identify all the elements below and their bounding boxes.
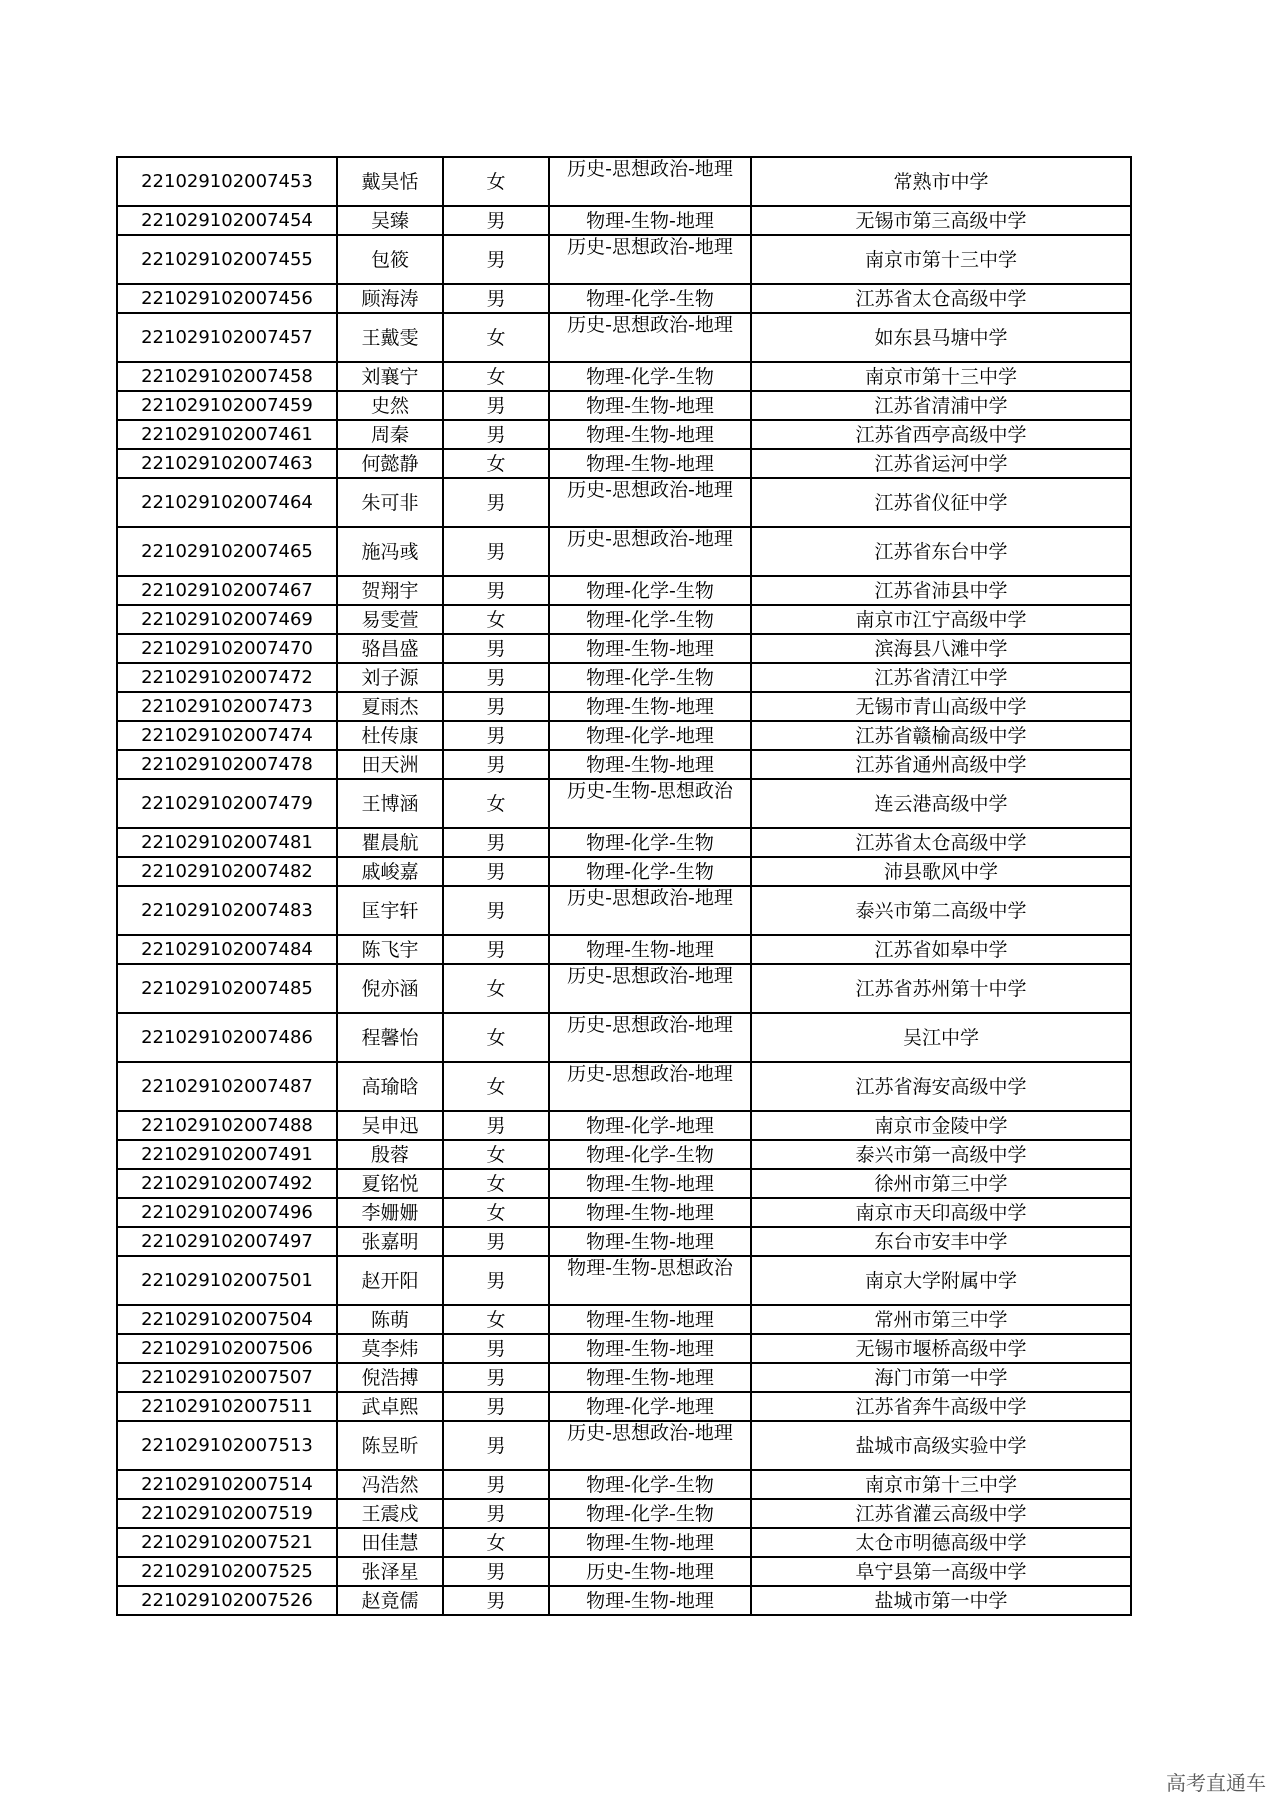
table-row xyxy=(117,1499,1131,1528)
student-name: 戴昊恬 xyxy=(337,157,443,206)
school-name: 江苏省太仓高级中学 xyxy=(751,828,1131,857)
subject-combination: 物理-化学-生物 xyxy=(549,576,751,605)
subject-combination: 物理-化学-生物 xyxy=(549,605,751,634)
student-id: 221029102007472 xyxy=(117,663,337,692)
gender: 女 xyxy=(443,605,549,634)
school-name: 如东县马塘中学 xyxy=(751,313,1131,362)
school-name: 盐城市第一中学 xyxy=(751,1586,1131,1615)
gender: 男 xyxy=(443,1227,549,1256)
school-name: 无锡市堰桥高级中学 xyxy=(751,1334,1131,1363)
subject-combination: 物理-生物-地理 xyxy=(549,1169,751,1198)
school-name: 徐州市第三中学 xyxy=(751,1169,1131,1198)
gender: 女 xyxy=(443,362,549,391)
school-name: 江苏省东台中学 xyxy=(751,527,1131,576)
student-name: 吴申迅 xyxy=(337,1111,443,1140)
roster-body xyxy=(117,157,1131,1615)
student-name: 骆昌盛 xyxy=(337,634,443,663)
student-id: 221029102007526 xyxy=(117,1586,337,1615)
watermark: 高考直通车 xyxy=(1166,1771,1266,1795)
gender: 男 xyxy=(443,935,549,964)
student-name: 周秦 xyxy=(337,420,443,449)
student-id: 221029102007488 xyxy=(117,1111,337,1140)
gender: 女 xyxy=(443,1062,549,1111)
table-row xyxy=(117,313,1131,362)
subject-combination: 物理-生物-地理 xyxy=(549,1198,751,1227)
school-name: 江苏省清江中学 xyxy=(751,663,1131,692)
gender: 女 xyxy=(443,449,549,478)
subject-combination: 物理-化学-生物 xyxy=(549,1470,751,1499)
student-name: 贺翔宇 xyxy=(337,576,443,605)
gender: 女 xyxy=(443,313,549,362)
student-name: 赵竟儒 xyxy=(337,1586,443,1615)
student-id: 221029102007454 xyxy=(117,206,337,235)
table-row xyxy=(117,1392,1131,1421)
table-row xyxy=(117,1256,1131,1305)
student-id: 221029102007496 xyxy=(117,1198,337,1227)
table-row xyxy=(117,779,1131,828)
subject-combination: 历史-思想政治-地理 xyxy=(549,964,751,1013)
table-row xyxy=(117,935,1131,964)
table-row xyxy=(117,1528,1131,1557)
subject-combination: 物理-生物-地理 xyxy=(549,935,751,964)
subject-combination: 历史-思想政治-地理 xyxy=(549,527,751,576)
subject-combination: 物理-化学-生物 xyxy=(549,663,751,692)
table-row xyxy=(117,157,1131,206)
student-id: 221029102007487 xyxy=(117,1062,337,1111)
student-name: 戚峻嘉 xyxy=(337,857,443,886)
school-name: 江苏省清浦中学 xyxy=(751,391,1131,420)
student-id: 221029102007519 xyxy=(117,1499,337,1528)
subject-combination: 物理-生物-地理 xyxy=(549,1586,751,1615)
gender: 男 xyxy=(443,750,549,779)
student-name: 田佳慧 xyxy=(337,1528,443,1557)
student-id: 221029102007491 xyxy=(117,1140,337,1169)
student-name: 施冯彧 xyxy=(337,527,443,576)
school-name: 阜宁县第一高级中学 xyxy=(751,1557,1131,1586)
student-roster-table xyxy=(116,156,1132,1616)
student-name: 包筱 xyxy=(337,235,443,284)
table-row xyxy=(117,235,1131,284)
student-name: 殷蓉 xyxy=(337,1140,443,1169)
student-id: 221029102007486 xyxy=(117,1013,337,1062)
subject-combination: 历史-思想政治-地理 xyxy=(549,1062,751,1111)
table-row xyxy=(117,721,1131,750)
school-name: 常州市第三中学 xyxy=(751,1305,1131,1334)
subject-combination: 物理-生物-地理 xyxy=(549,1528,751,1557)
school-name: 南京市江宁高级中学 xyxy=(751,605,1131,634)
subject-combination: 物理-化学-生物 xyxy=(549,857,751,886)
student-name: 瞿晨航 xyxy=(337,828,443,857)
school-name: 沛县歌风中学 xyxy=(751,857,1131,886)
table-row xyxy=(117,420,1131,449)
student-id: 221029102007463 xyxy=(117,449,337,478)
school-name: 泰兴市第二高级中学 xyxy=(751,886,1131,935)
student-name: 王震戍 xyxy=(337,1499,443,1528)
subject-combination: 物理-生物-地理 xyxy=(549,391,751,420)
student-id: 221029102007455 xyxy=(117,235,337,284)
subject-combination: 物理-化学-地理 xyxy=(549,1392,751,1421)
table-row xyxy=(117,1062,1131,1111)
student-name: 倪亦涵 xyxy=(337,964,443,1013)
gender: 男 xyxy=(443,634,549,663)
school-name: 无锡市第三高级中学 xyxy=(751,206,1131,235)
gender: 女 xyxy=(443,1013,549,1062)
student-id: 221029102007525 xyxy=(117,1557,337,1586)
subject-combination: 物理-生物-地理 xyxy=(549,750,751,779)
table-row xyxy=(117,362,1131,391)
gender: 男 xyxy=(443,663,549,692)
school-name: 太仓市明德高级中学 xyxy=(751,1528,1131,1557)
subject-combination: 物理-生物-地理 xyxy=(549,692,751,721)
student-id: 221029102007453 xyxy=(117,157,337,206)
school-name: 江苏省海安高级中学 xyxy=(751,1062,1131,1111)
student-name: 倪浩搏 xyxy=(337,1363,443,1392)
school-name: 盐城市高级实验中学 xyxy=(751,1421,1131,1470)
subject-combination: 历史-思想政治-地理 xyxy=(549,235,751,284)
student-id: 221029102007479 xyxy=(117,779,337,828)
school-name: 江苏省如皋中学 xyxy=(751,935,1131,964)
student-name: 张泽星 xyxy=(337,1557,443,1586)
subject-combination: 物理-化学-生物 xyxy=(549,1140,751,1169)
student-name: 易雯萱 xyxy=(337,605,443,634)
school-name: 南京市金陵中学 xyxy=(751,1111,1131,1140)
student-name: 匡宇轩 xyxy=(337,886,443,935)
gender: 男 xyxy=(443,721,549,750)
gender: 男 xyxy=(443,478,549,527)
table-row xyxy=(117,1111,1131,1140)
gender: 女 xyxy=(443,1140,549,1169)
student-name: 莫李炜 xyxy=(337,1334,443,1363)
student-name: 陈飞宇 xyxy=(337,935,443,964)
student-name: 何懿静 xyxy=(337,449,443,478)
gender: 女 xyxy=(443,157,549,206)
school-name: 江苏省通州高级中学 xyxy=(751,750,1131,779)
student-name: 王博涵 xyxy=(337,779,443,828)
gender: 男 xyxy=(443,576,549,605)
table-row xyxy=(117,886,1131,935)
gender: 男 xyxy=(443,886,549,935)
table-row xyxy=(117,1198,1131,1227)
student-name: 夏雨杰 xyxy=(337,692,443,721)
subject-combination: 物理-生物-地理 xyxy=(549,1334,751,1363)
student-id: 221029102007470 xyxy=(117,634,337,663)
gender: 男 xyxy=(443,1470,549,1499)
student-id: 221029102007521 xyxy=(117,1528,337,1557)
subject-combination: 历史-思想政治-地理 xyxy=(549,157,751,206)
table-row xyxy=(117,449,1131,478)
table-row xyxy=(117,1470,1131,1499)
gender: 男 xyxy=(443,1557,549,1586)
gender: 男 xyxy=(443,1334,549,1363)
student-name: 朱可非 xyxy=(337,478,443,527)
school-name: 东台市安丰中学 xyxy=(751,1227,1131,1256)
student-name: 赵开阳 xyxy=(337,1256,443,1305)
gender: 男 xyxy=(443,1421,549,1470)
school-name: 江苏省灌云高级中学 xyxy=(751,1499,1131,1528)
table-row xyxy=(117,284,1131,313)
table-row xyxy=(117,750,1131,779)
table-row xyxy=(117,1013,1131,1062)
student-name: 田天洲 xyxy=(337,750,443,779)
student-id: 221029102007497 xyxy=(117,1227,337,1256)
school-name: 吴江中学 xyxy=(751,1013,1131,1062)
subject-combination: 历史-思想政治-地理 xyxy=(549,1013,751,1062)
student-id: 221029102007513 xyxy=(117,1421,337,1470)
student-name: 顾海涛 xyxy=(337,284,443,313)
student-id: 221029102007456 xyxy=(117,284,337,313)
student-id: 221029102007492 xyxy=(117,1169,337,1198)
gender: 男 xyxy=(443,235,549,284)
student-name: 武卓熙 xyxy=(337,1392,443,1421)
gender: 男 xyxy=(443,1111,549,1140)
gender: 女 xyxy=(443,1528,549,1557)
student-id: 221029102007514 xyxy=(117,1470,337,1499)
school-name: 无锡市青山高级中学 xyxy=(751,692,1131,721)
table-row xyxy=(117,1227,1131,1256)
subject-combination: 物理-生物-地理 xyxy=(549,1363,751,1392)
student-id: 221029102007501 xyxy=(117,1256,337,1305)
school-name: 连云港高级中学 xyxy=(751,779,1131,828)
subject-combination: 物理-化学-生物 xyxy=(549,1499,751,1528)
student-id: 221029102007469 xyxy=(117,605,337,634)
school-name: 江苏省苏州第十中学 xyxy=(751,964,1131,1013)
student-id: 221029102007457 xyxy=(117,313,337,362)
table-row xyxy=(117,634,1131,663)
table-row xyxy=(117,964,1131,1013)
school-name: 泰兴市第一高级中学 xyxy=(751,1140,1131,1169)
subject-combination: 物理-生物-地理 xyxy=(549,449,751,478)
student-name: 史然 xyxy=(337,391,443,420)
subject-combination: 历史-思想政治-地理 xyxy=(549,1421,751,1470)
table-row xyxy=(117,663,1131,692)
subject-combination: 物理-生物-地理 xyxy=(549,1227,751,1256)
subject-combination: 物理-化学-地理 xyxy=(549,721,751,750)
school-name: 南京大学附属中学 xyxy=(751,1256,1131,1305)
subject-combination: 物理-生物-地理 xyxy=(549,420,751,449)
table-row xyxy=(117,605,1131,634)
table-row xyxy=(117,1557,1131,1586)
gender: 男 xyxy=(443,1499,549,1528)
student-name: 王戴雯 xyxy=(337,313,443,362)
subject-combination: 历史-思想政治-地理 xyxy=(549,478,751,527)
student-name: 李姗姗 xyxy=(337,1198,443,1227)
student-id: 221029102007507 xyxy=(117,1363,337,1392)
gender: 女 xyxy=(443,1198,549,1227)
student-id: 221029102007485 xyxy=(117,964,337,1013)
school-name: 江苏省沛县中学 xyxy=(751,576,1131,605)
school-name: 滨海县八滩中学 xyxy=(751,634,1131,663)
student-name: 高瑜晗 xyxy=(337,1062,443,1111)
student-id: 221029102007464 xyxy=(117,478,337,527)
student-id: 221029102007465 xyxy=(117,527,337,576)
table-row xyxy=(117,527,1131,576)
student-id: 221029102007458 xyxy=(117,362,337,391)
school-name: 江苏省仪征中学 xyxy=(751,478,1131,527)
gender: 男 xyxy=(443,391,549,420)
student-name: 刘襄宁 xyxy=(337,362,443,391)
gender: 男 xyxy=(443,692,549,721)
subject-combination: 物理-生物-地理 xyxy=(549,634,751,663)
student-id: 221029102007473 xyxy=(117,692,337,721)
student-name: 刘子源 xyxy=(337,663,443,692)
table-row xyxy=(117,828,1131,857)
student-id: 221029102007482 xyxy=(117,857,337,886)
gender: 男 xyxy=(443,527,549,576)
table-row xyxy=(117,1334,1131,1363)
student-id: 221029102007483 xyxy=(117,886,337,935)
gender: 女 xyxy=(443,1305,549,1334)
gender: 男 xyxy=(443,857,549,886)
student-name: 陈昱昕 xyxy=(337,1421,443,1470)
student-id: 221029102007459 xyxy=(117,391,337,420)
table-row xyxy=(117,692,1131,721)
school-name: 江苏省奔牛高级中学 xyxy=(751,1392,1131,1421)
subject-combination: 物理-化学-地理 xyxy=(549,1111,751,1140)
subject-combination: 历史-思想政治-地理 xyxy=(549,886,751,935)
gender: 男 xyxy=(443,420,549,449)
table-row xyxy=(117,1421,1131,1470)
student-name: 冯浩然 xyxy=(337,1470,443,1499)
student-id: 221029102007484 xyxy=(117,935,337,964)
gender: 男 xyxy=(443,1363,549,1392)
gender: 女 xyxy=(443,964,549,1013)
table-row xyxy=(117,857,1131,886)
table-row xyxy=(117,1140,1131,1169)
school-name: 江苏省运河中学 xyxy=(751,449,1131,478)
school-name: 南京市第十三中学 xyxy=(751,235,1131,284)
subject-combination: 物理-化学-生物 xyxy=(549,284,751,313)
subject-combination: 物理-化学-生物 xyxy=(549,828,751,857)
student-id: 221029102007511 xyxy=(117,1392,337,1421)
school-name: 南京市第十三中学 xyxy=(751,1470,1131,1499)
student-name: 夏铭悦 xyxy=(337,1169,443,1198)
school-name: 南京市第十三中学 xyxy=(751,362,1131,391)
table-row xyxy=(117,576,1131,605)
gender: 女 xyxy=(443,779,549,828)
student-id: 221029102007478 xyxy=(117,750,337,779)
school-name: 江苏省西亭高级中学 xyxy=(751,420,1131,449)
gender: 男 xyxy=(443,828,549,857)
student-name: 张嘉明 xyxy=(337,1227,443,1256)
table-row xyxy=(117,391,1131,420)
school-name: 江苏省太仓高级中学 xyxy=(751,284,1131,313)
subject-combination: 物理-生物-地理 xyxy=(549,206,751,235)
gender: 男 xyxy=(443,284,549,313)
table-row xyxy=(117,206,1131,235)
subject-combination: 历史-生物-地理 xyxy=(549,1557,751,1586)
subject-combination: 物理-生物-思想政治 xyxy=(549,1256,751,1305)
gender: 男 xyxy=(443,1392,549,1421)
table-row xyxy=(117,1363,1131,1392)
table-row xyxy=(117,1305,1131,1334)
subject-combination: 物理-化学-生物 xyxy=(549,362,751,391)
table-row xyxy=(117,1586,1131,1615)
subject-combination: 物理-生物-地理 xyxy=(549,1305,751,1334)
gender: 女 xyxy=(443,1169,549,1198)
student-name: 陈萌 xyxy=(337,1305,443,1334)
student-name: 程馨怡 xyxy=(337,1013,443,1062)
table-row xyxy=(117,1169,1131,1198)
student-id: 221029102007506 xyxy=(117,1334,337,1363)
school-name: 南京市天印高级中学 xyxy=(751,1198,1131,1227)
student-id: 221029102007481 xyxy=(117,828,337,857)
school-name: 海门市第一中学 xyxy=(751,1363,1131,1392)
student-name: 杜传康 xyxy=(337,721,443,750)
table-row xyxy=(117,478,1131,527)
subject-combination: 历史-思想政治-地理 xyxy=(549,313,751,362)
school-name: 常熟市中学 xyxy=(751,157,1131,206)
gender: 男 xyxy=(443,1256,549,1305)
student-id: 221029102007504 xyxy=(117,1305,337,1334)
school-name: 江苏省赣榆高级中学 xyxy=(751,721,1131,750)
student-id: 221029102007467 xyxy=(117,576,337,605)
student-name: 吴臻 xyxy=(337,206,443,235)
student-id: 221029102007461 xyxy=(117,420,337,449)
student-id: 221029102007474 xyxy=(117,721,337,750)
subject-combination: 历史-生物-思想政治 xyxy=(549,779,751,828)
gender: 男 xyxy=(443,206,549,235)
gender: 男 xyxy=(443,1586,549,1615)
